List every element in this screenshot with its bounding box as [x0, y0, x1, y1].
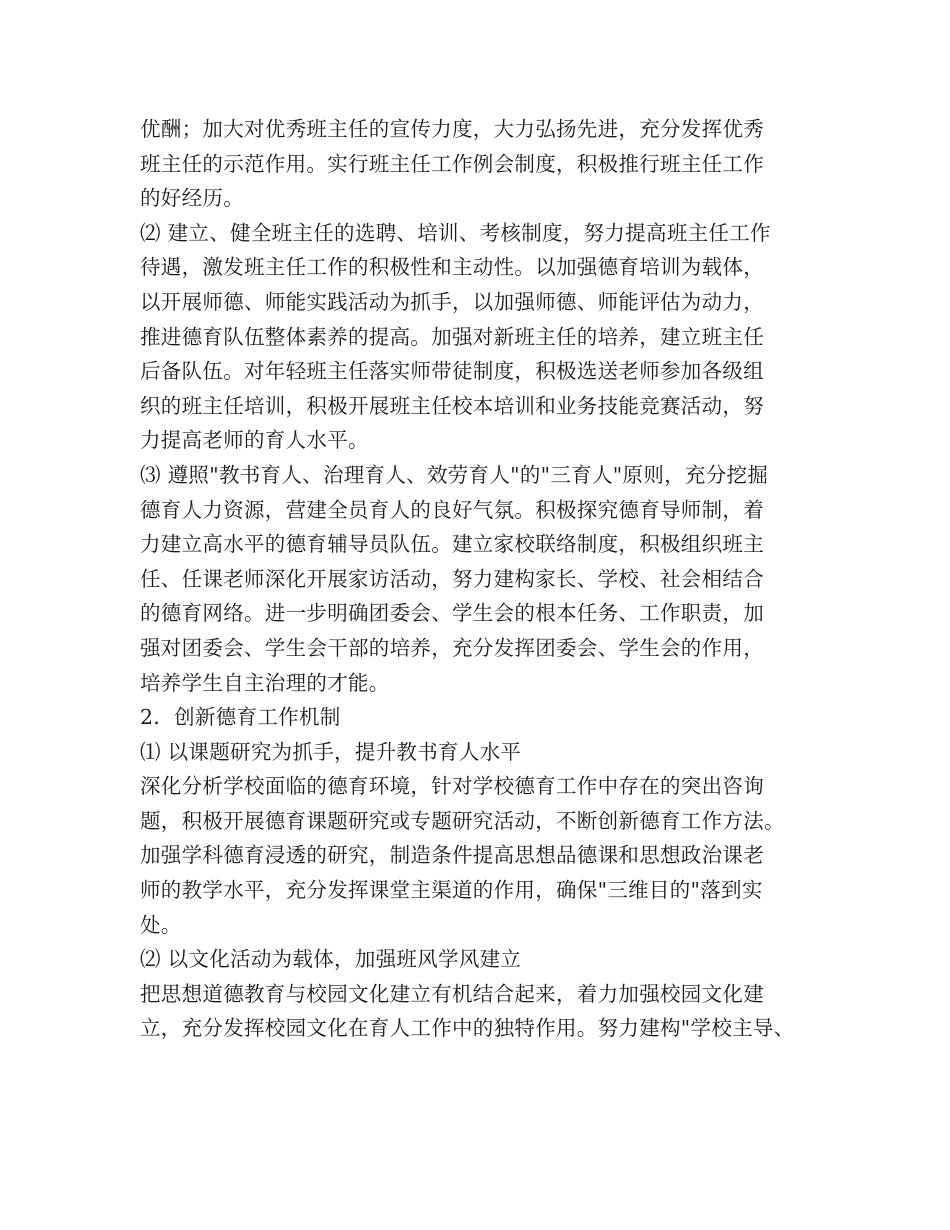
text-line: 的德育网络。进一步明确团委会、学生会的根本任务、工作职责，加	[140, 601, 764, 626]
text-line: 力建立高水平的德育辅导员队伍。建立家校联络制度，积极组织班主	[140, 532, 764, 557]
text-line: 师的教学水平，充分发挥课堂主渠道的作用，确保"三维目的"落到实	[140, 878, 763, 903]
text-line: ⑵ 建立、健全班主任的选聘、培训、考核制度，努力提高班主任工作	[140, 220, 771, 245]
text-line: 深化分析学校面临的德育环境，针对学校德育工作中存在的突出咨询	[140, 774, 764, 799]
text-line: 以开展师德、师能实践活动为抓手，以加强师德、师能评估为动力，	[140, 289, 764, 314]
text-line: 班主任的示范作用。实行班主任工作例会制度，积极推行班主任工作	[140, 151, 764, 176]
text-line: 待遇，激发班主任工作的积极性和主动性。以加强德育培训为载体，	[140, 255, 764, 280]
text-line: ⑶ 遵照"教书育人、治理育人、效劳育人"的"三育人"原则，充分挖掘	[140, 462, 769, 487]
subsection-heading: ⑵ 以文化活动为载体，加强班风学风建立	[140, 947, 522, 972]
text-line: 处。	[140, 912, 182, 937]
text-line: 后备队伍。对年轻班主任落实师带徒制度，积极选送老师参加各级组	[140, 359, 764, 384]
text-line: 立，充分发挥校园文化在育人工作中的独特作用。努力建构"学校主导、	[140, 1016, 795, 1041]
text-line: 力提高老师的育人水平。	[140, 428, 369, 453]
subsection-heading: ⑴ 以课题研究为抓手，提升教书育人水平	[140, 739, 522, 764]
text-line: 的好经历。	[140, 186, 244, 211]
text-line: 加强学科德育浸透的研究，制造条件提高思想品德课和思想政治课老	[140, 843, 764, 868]
text-line: 德育人力资源，营建全员育人的良好气氛。积极探究德育导师制，着	[140, 497, 764, 522]
text-line: 推进德育队伍整体素养的提高。加强对新班主任的培养，建立班主任	[140, 324, 764, 349]
text-line: 任、任课老师深化开展家访活动，努力建构家长、学校、社会相结合	[140, 566, 764, 591]
text-line: 把思想道德教育与校园文化建立有机结合起来，着力加强校园文化建	[140, 981, 764, 1006]
document-body	[140, 112, 840, 1046]
text-line: 强对团委会、学生会干部的培养，充分发挥团委会、学生会的作用，	[140, 635, 764, 660]
text-line: 培养学生自主治理的才能。	[140, 670, 390, 695]
text-line: 优酬；加大对优秀班主任的宣传力度，大力弘扬先进，充分发挥优秀	[140, 117, 764, 141]
section-heading: 2．创新德育工作机制	[140, 705, 341, 730]
text-line: 题，积极开展德育课题研究或专题研究活动，不断创新德育工作方法。	[140, 808, 785, 833]
text-line: 织的班主任培训，积极开展班主任校本培训和业务技能竞赛活动，努	[140, 393, 764, 418]
